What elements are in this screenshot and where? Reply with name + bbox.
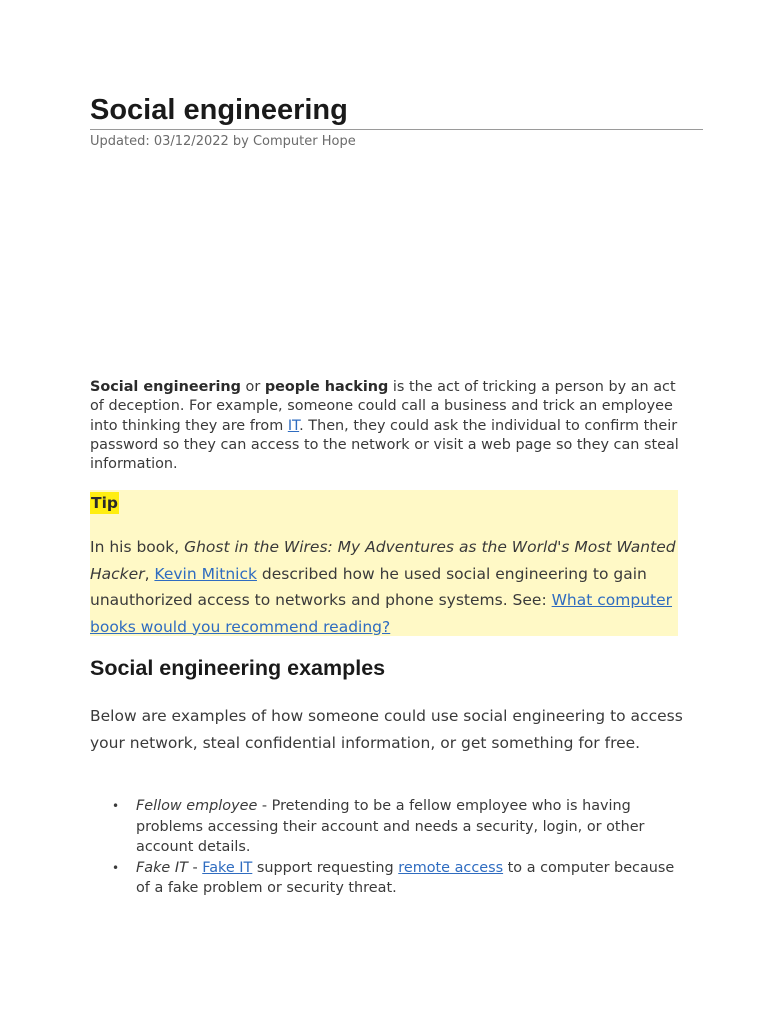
intro-text-2: . Then, they could ask the individual to confirm their password so they can access to the network or visit a web page so they can steal information. [90,417,679,473]
bullet-icon: • [112,799,120,813]
example-separator: - [187,859,203,876]
example-separator: - [257,798,272,814]
example-term: Fellow employee [136,798,258,814]
ad-placeholder [90,160,703,360]
link-it[interactable]: IT [287,417,300,434]
examples-lead: Below are examples of how someone could use social engineering to access your network, steal confidential information, or get something for free. [90,707,683,752]
tip-text-2: , [144,564,155,583]
tip-text-3: described how he used social engineering to gain unauthorized access to networks and phone systems. See: [90,564,647,609]
term-people-hacking: people hacking [264,379,389,395]
list-item [112,858,690,899]
intro-text-1: is the act of tricking a person by an act of deception. For example, someone could call a business and trick an employee into thinking they are from [90,379,676,434]
updated-byline: Updated: 03/12/2022 by Computer Hope [90,134,356,149]
example-term: Fake IT [136,859,188,876]
term-social-engineering: Social engineering [90,379,241,395]
bullet-icon: • [112,860,120,875]
example-text-2: to a computer because of a fake problem or security threat. [136,859,675,896]
example-text-1: support requesting [252,859,399,876]
example-text: Pretending to be a fellow employee who is having problems accessing their account and needs a security, login, or other account details. [136,798,645,855]
tip-book-title: Ghost in the Wires: My Adventures as the World's Most Wanted Hacker [90,538,676,583]
tip-box [90,490,678,636]
link-remote-access[interactable]: remote access [398,859,504,876]
link-fake-it[interactable]: Fake IT [202,859,253,876]
examples-list [90,796,690,899]
intro-text-or: or [240,379,265,395]
page-title: Social engineering [90,94,348,126]
tip-text-1: In his book, [90,538,185,556]
link-kevin-mitnick[interactable]: Kevin Mitnick [154,564,257,583]
intro-paragraph [90,378,690,474]
tip-label: Tip [91,494,118,512]
tip-text [90,534,676,640]
examples-heading: Social engineering examples [90,656,386,680]
link-computer-books[interactable]: What computer books would you recommend reading? [90,591,673,636]
list-item [112,796,690,858]
title-divider [90,129,703,130]
